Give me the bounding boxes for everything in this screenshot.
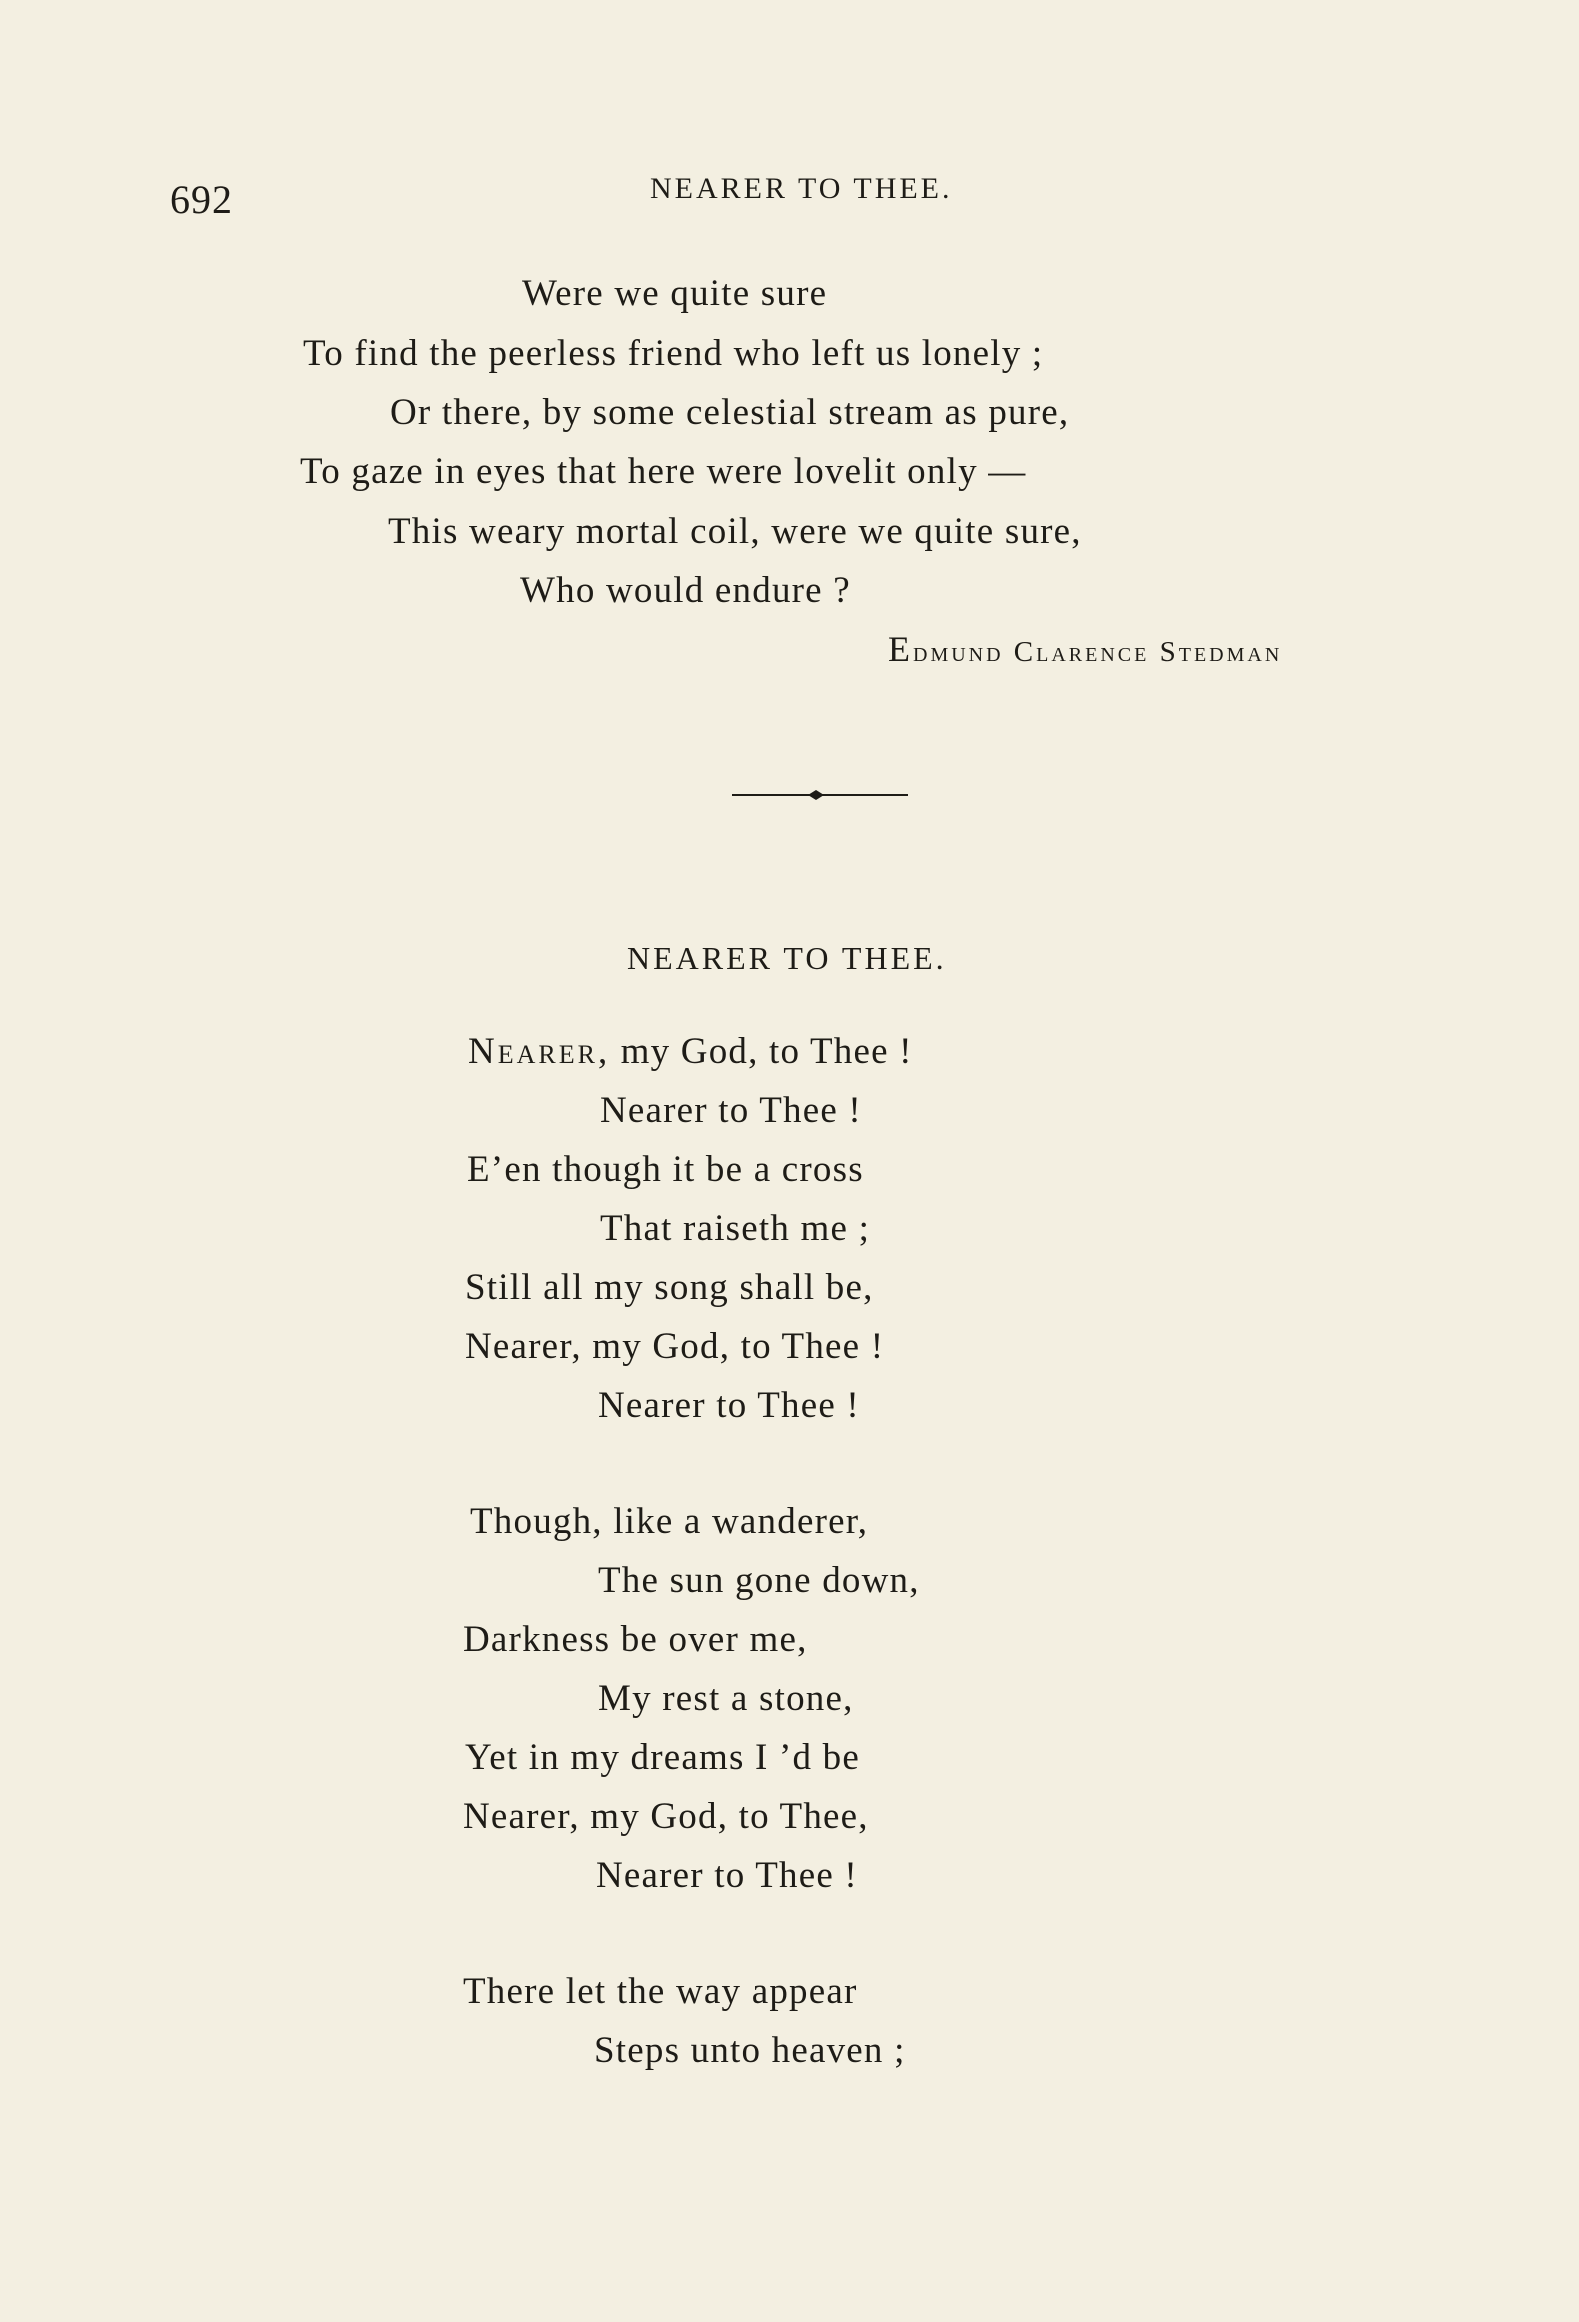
poem2-line-1 xyxy=(468,1030,913,1073)
stanza2-line-3: Darkness be over me, xyxy=(463,1619,808,1660)
stanza2-line-7: Nearer to Thee ! xyxy=(596,1855,858,1896)
stanza1-line-6: Nearer, my God, to Thee ! xyxy=(465,1326,885,1367)
stanza1-line-5: Still all my song shall be, xyxy=(465,1267,874,1308)
poem1-line-3: Or there, by some celestial stream as pure, xyxy=(390,392,1070,433)
poem1-line-6: Who would endure ? xyxy=(520,570,851,611)
page-number: 692 xyxy=(170,177,233,222)
stanza2-line-6: Nearer, my God, to Thee, xyxy=(463,1796,869,1837)
poem2-title: NEARER TO THEE. xyxy=(627,940,947,976)
stanza2-line-4: My rest a stone, xyxy=(598,1678,854,1719)
poem1-line-5: This weary mortal coil, were we quite sure, xyxy=(388,511,1082,552)
stanza2-line-5: Yet in my dreams I ’d be xyxy=(465,1737,860,1778)
poem2-line-1-rest: my God, to Thee ! xyxy=(610,1031,913,1072)
stanza1-line-2: Nearer to Thee ! xyxy=(600,1090,862,1131)
stanza1-line-3: E’en though it be a cross xyxy=(467,1149,864,1190)
poem1-attribution: Edmund Clarence Stedman xyxy=(888,629,1283,669)
stanza2-line-2: The sun gone down, xyxy=(598,1560,920,1601)
poem1-line-4: To gaze in eyes that here were lovelit only — xyxy=(300,451,1027,492)
stanza2-line-1: Though, like a wanderer, xyxy=(470,1501,869,1542)
poem2-first-word: Nearer, xyxy=(468,1031,611,1072)
stanza1-line-7: Nearer to Thee ! xyxy=(598,1385,860,1426)
stanza1-line-4: That raiseth me ; xyxy=(600,1208,871,1249)
stanza3-line-2: Steps unto heaven ; xyxy=(594,2030,906,2071)
poem1-line-1: Were we quite sure xyxy=(522,273,828,314)
stanza3-line-1: There let the way appear xyxy=(463,1971,858,2012)
running-title: NEARER TO THEE. xyxy=(650,172,953,205)
diamond-rule-icon xyxy=(730,785,910,805)
poem1-line-2: To find the peerless friend who left us lonely ; xyxy=(303,333,1044,374)
